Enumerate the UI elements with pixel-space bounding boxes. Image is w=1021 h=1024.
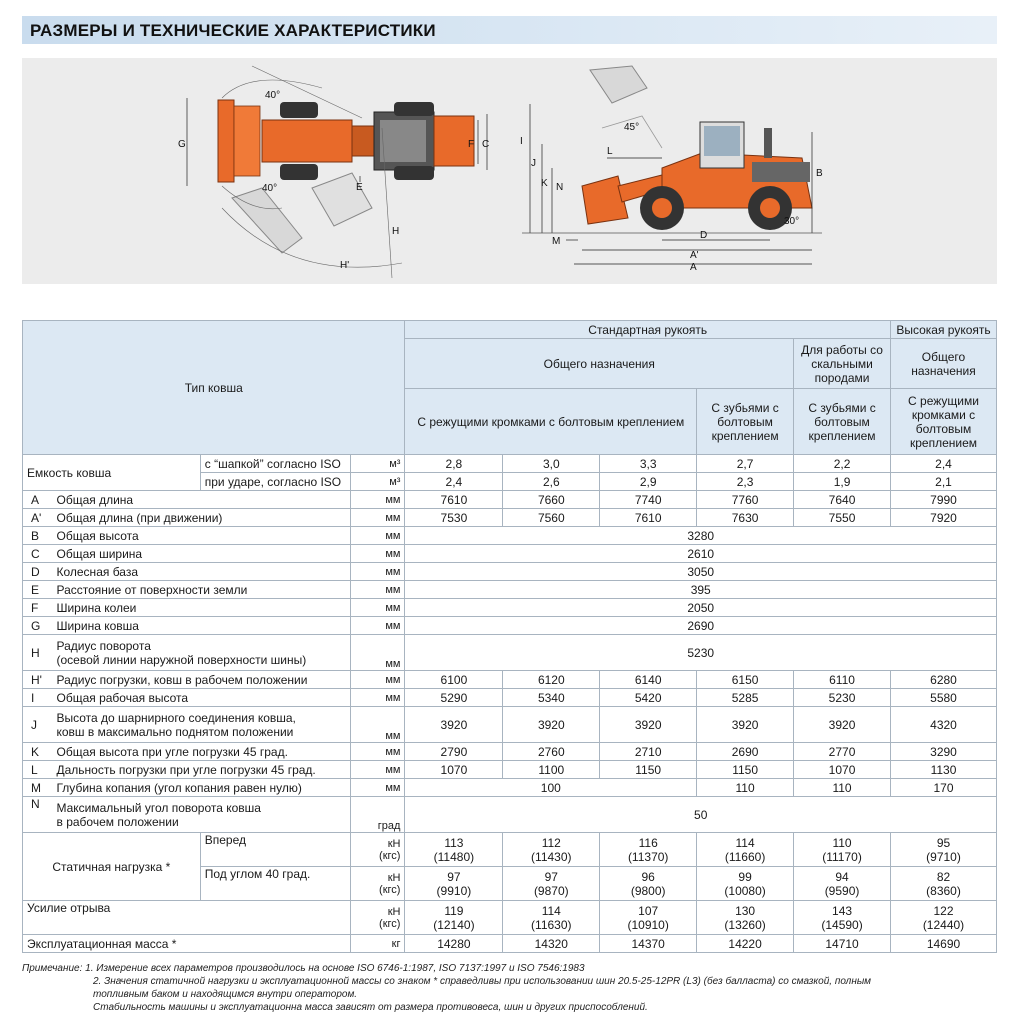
table-cell: 2760 — [503, 743, 600, 761]
unit-line: (кгс) — [379, 849, 401, 862]
row-unit: мм — [350, 545, 405, 563]
table-cell: 2,1 — [891, 473, 997, 491]
cell-line: (12140) — [433, 917, 475, 932]
table-cell — [405, 833, 503, 867]
cell-line: (13260) — [724, 917, 766, 932]
table-row — [23, 761, 997, 779]
dim-label-h-prime: H' — [340, 260, 350, 271]
cell-line: (9710) — [926, 849, 961, 864]
table-cell — [794, 833, 891, 867]
table-cell: 50 — [405, 797, 997, 833]
table-cell — [697, 867, 794, 901]
row-label-line: Высота до шарнирного соединения ковша, — [56, 710, 296, 725]
angle-label-top: 40° — [265, 90, 281, 101]
row-letter: M — [23, 779, 53, 797]
row-label: Общая длина — [52, 491, 350, 509]
table-row — [23, 455, 997, 473]
table-cell — [503, 901, 600, 935]
rock-header: Для работы со скальными породами — [794, 339, 891, 389]
table-cell: 1150 — [600, 761, 697, 779]
dimension-drawings — [22, 58, 997, 284]
table-cell: 1070 — [794, 761, 891, 779]
table-cell: 1150 — [697, 761, 794, 779]
loader-diagrams — [22, 58, 997, 284]
table-row — [23, 599, 997, 617]
row-letter: N — [23, 797, 53, 833]
header-row-1 — [23, 321, 997, 339]
row-unit: мм — [350, 581, 405, 599]
dim-label-g: G — [178, 139, 186, 150]
top-view-drawing — [178, 66, 489, 278]
unit-line: (кгс) — [379, 917, 401, 930]
table-cell: 3,0 — [503, 455, 600, 473]
table-cell: 3,3 — [600, 455, 697, 473]
row-letter: H — [23, 635, 53, 671]
table-cell: 2790 — [405, 743, 503, 761]
cell-line: 107 — [638, 903, 659, 918]
row-label-line: (осевой линии наружной поверхности шины) — [56, 652, 307, 667]
table-cell: 170 — [891, 779, 997, 797]
cell-line: 119 — [444, 903, 464, 918]
spec-table — [22, 320, 997, 953]
row-label — [52, 635, 350, 671]
table-cell: 14690 — [891, 935, 997, 953]
bolted-edge-header: С режущими кромками с болтовым креплением — [405, 389, 697, 455]
cell-line: (11480) — [433, 849, 475, 864]
row-unit: мм — [350, 617, 405, 635]
cell-line: (10080) — [724, 883, 766, 898]
footnote-line: 2. Значения статичной нагрузки и эксплуатационной массы со знаком * справедливы при использовании шин 20.5-25-12PR (L3) (без балласта) со смазкой, полным — [93, 976, 872, 987]
table-cell: 2050 — [405, 599, 997, 617]
cell-line: (9800) — [630, 883, 666, 898]
cell-line: (9590) — [824, 883, 860, 898]
table-row — [23, 491, 997, 509]
dim-label-j: J — [531, 158, 536, 169]
row-letter: E — [23, 581, 53, 599]
cell-line: 122 — [933, 903, 954, 918]
cell-line: 110 — [832, 835, 852, 850]
row-label: Радиус погрузки, ковш в рабочем положении — [52, 671, 350, 689]
row-unit: мм — [350, 527, 405, 545]
table-row — [23, 635, 997, 671]
footnotes — [22, 962, 997, 1014]
table-cell — [891, 901, 997, 935]
table-cell: 7760 — [697, 491, 794, 509]
row-label: Глубина копания (угол копания равен нулю) — [52, 779, 350, 797]
table-row — [23, 935, 997, 953]
row-letter: K — [23, 743, 53, 761]
dim-label-k: K — [541, 178, 548, 189]
table-cell: 14710 — [794, 935, 891, 953]
table-cell: 5580 — [891, 689, 997, 707]
high-bolted-edge-header: С режущими кромками с болтовым креплением — [891, 389, 997, 455]
row-letter: C — [23, 545, 53, 563]
table-cell: 395 — [405, 581, 997, 599]
row-letter: L — [23, 761, 53, 779]
footnote-line: Стабильность машины и эксплуатационна масса зависят от размера противовеса, шин и других приспособлений. — [93, 1002, 648, 1013]
table-cell: 2,7 — [697, 455, 794, 473]
table-cell: 1,9 — [794, 473, 891, 491]
table-cell: 2,2 — [794, 455, 891, 473]
row-label: Емкость ковша — [23, 455, 201, 491]
table-cell: 7630 — [697, 509, 794, 527]
table-cell — [794, 867, 891, 901]
table-row — [23, 797, 997, 833]
cell-line: 130 — [735, 903, 756, 918]
table-cell: 6110 — [794, 671, 891, 689]
table-cell — [600, 833, 697, 867]
dim-label-n: N — [556, 182, 564, 193]
table-row — [23, 581, 997, 599]
dim-label-f: F — [468, 139, 475, 150]
row-unit: мм — [350, 761, 405, 779]
table-cell: 14370 — [600, 935, 697, 953]
table-cell: 7660 — [503, 491, 600, 509]
row-letter: J — [23, 707, 53, 743]
row-unit — [350, 901, 405, 935]
table-row — [23, 509, 997, 527]
bucket-type-header: Тип ковша — [23, 321, 405, 455]
angle-label-30: 30° — [784, 216, 800, 227]
row-unit: кг — [350, 935, 405, 953]
high-general-header: Общего назначения — [891, 339, 997, 389]
cell-line: 99 — [738, 869, 752, 884]
dim-label-i: I — [520, 136, 523, 147]
row-unit: мм — [350, 599, 405, 617]
unit-line: кН — [387, 871, 401, 884]
table-cell: 5290 — [405, 689, 503, 707]
cell-line: (9910) — [436, 883, 472, 898]
table-cell: 7530 — [405, 509, 503, 527]
cell-line: (14590) — [821, 917, 863, 932]
row-letter: A' — [23, 509, 53, 527]
page-title: РАЗМЕРЫ И ТЕХНИЧЕСКИЕ ХАРАКТЕРИСТИКИ — [30, 21, 436, 40]
row-label: Под углом 40 град. — [200, 867, 350, 901]
row-unit: мм — [350, 563, 405, 581]
cell-line: 82 — [936, 869, 951, 884]
table-cell: 6150 — [697, 671, 794, 689]
cell-line: (11170) — [822, 849, 862, 864]
row-unit: мм — [350, 707, 405, 743]
row-label-line: ковш в максимально поднятом положении — [56, 724, 294, 739]
table-cell: 7920 — [891, 509, 997, 527]
table-cell: 1070 — [405, 761, 503, 779]
angle-label-45: 45° — [624, 122, 640, 133]
table-cell: 3920 — [405, 707, 503, 743]
row-unit: град — [350, 797, 405, 833]
row-label: Колесная база — [52, 563, 350, 581]
cell-line: 97 — [544, 869, 558, 884]
dim-label-c: C — [482, 139, 490, 150]
cell-line: (8360) — [926, 883, 961, 898]
table-cell — [697, 901, 794, 935]
table-cell: 2,4 — [405, 473, 503, 491]
cell-line: 116 — [638, 835, 658, 850]
row-letter: F — [23, 599, 53, 617]
table-cell: 100 — [405, 779, 697, 797]
bolted-teeth-header-2: С зубьями с болтовым креплением — [794, 389, 891, 455]
dim-label-h: H — [392, 226, 400, 237]
cell-line: 96 — [641, 869, 655, 884]
row-letter: D — [23, 563, 53, 581]
row-letter: G — [23, 617, 53, 635]
cell-line: (10910) — [627, 917, 669, 932]
row-label — [52, 707, 350, 743]
unit-line: кН — [387, 905, 401, 918]
table-cell: 6280 — [891, 671, 997, 689]
table-row — [23, 779, 997, 797]
row-label: Ширина колеи — [52, 599, 350, 617]
table-row — [23, 833, 997, 867]
row-label-line: Радиус поворота — [56, 638, 151, 653]
row-unit: мм — [350, 689, 405, 707]
table-cell: 1130 — [891, 761, 997, 779]
cell-line: (9870) — [533, 883, 569, 898]
angle-label-bottom: 40° — [262, 183, 278, 194]
table-cell: 3280 — [405, 527, 997, 545]
dim-label-e: E — [356, 182, 363, 193]
table-cell: 7610 — [405, 491, 503, 509]
side-view-drawing — [520, 66, 823, 273]
row-letter: I — [23, 689, 53, 707]
table-cell: 4320 — [891, 707, 997, 743]
row-letter: B — [23, 527, 53, 545]
table-cell: 6100 — [405, 671, 503, 689]
unit-line: (кгс) — [379, 883, 401, 896]
table-cell: 1100 — [503, 761, 600, 779]
row-label-line: Максимальный угол поворота ковша — [56, 800, 261, 815]
row-label: Эксплуатационная масса * — [23, 935, 351, 953]
dim-label-d: D — [700, 230, 708, 241]
table-cell: 7610 — [600, 509, 697, 527]
row-unit: мм — [350, 671, 405, 689]
row-letter: H' — [23, 671, 53, 689]
table-cell — [405, 901, 503, 935]
table-cell: 2,3 — [697, 473, 794, 491]
row-label: Расстояние от поверхности земли — [52, 581, 350, 599]
cell-line: 114 — [735, 835, 755, 850]
cell-line: (11370) — [627, 849, 669, 864]
table-cell — [891, 833, 997, 867]
table-cell: 7560 — [503, 509, 600, 527]
row-label: Ширина ковша — [52, 617, 350, 635]
row-label: Общая рабочая высота — [52, 689, 350, 707]
table-cell — [600, 867, 697, 901]
table-cell: 2610 — [405, 545, 997, 563]
table-cell: 2710 — [600, 743, 697, 761]
row-unit: мм — [350, 743, 405, 761]
row-letter: A — [23, 491, 53, 509]
table-cell: 14280 — [405, 935, 503, 953]
footnote-line: Примечание: 1. Измерение всех параметров производилось на основе ISO 6746-1:1987, ISO 7137:1997 и ISO 7546:1983 — [22, 963, 585, 974]
cell-line: 97 — [447, 869, 461, 884]
table-cell — [697, 833, 794, 867]
table-row — [23, 901, 997, 935]
table-cell: 3920 — [600, 707, 697, 743]
table-row — [23, 707, 997, 743]
row-unit: мм — [350, 779, 405, 797]
cell-line: (12440) — [922, 917, 965, 932]
table-cell — [891, 867, 997, 901]
row-label: при ударе, согласно ISO — [200, 473, 350, 491]
row-unit: м³ — [350, 455, 405, 473]
table-row — [23, 563, 997, 581]
dim-label-a: A — [690, 262, 697, 273]
table-cell: 3050 — [405, 563, 997, 581]
table-row — [23, 689, 997, 707]
table-cell: 5230 — [794, 689, 891, 707]
table-row — [23, 671, 997, 689]
row-label: Общая ширина — [52, 545, 350, 563]
table-cell: 14320 — [503, 935, 600, 953]
table-cell: 5230 — [405, 635, 997, 671]
table-cell: 110 — [794, 779, 891, 797]
table-cell: 2690 — [405, 617, 997, 635]
table-row — [23, 527, 997, 545]
bolted-teeth-header-1: С зубьями с болтовым креплением — [697, 389, 794, 455]
table-cell: 7740 — [600, 491, 697, 509]
row-label — [52, 797, 350, 833]
cell-line: (11660) — [724, 849, 766, 864]
table-cell: 3920 — [503, 707, 600, 743]
table-cell: 7990 — [891, 491, 997, 509]
row-unit: мм — [350, 491, 405, 509]
table-cell — [503, 867, 600, 901]
table-cell: 3920 — [794, 707, 891, 743]
table-cell: 3290 — [891, 743, 997, 761]
cell-line: (11430) — [531, 849, 572, 864]
table-cell: 2770 — [794, 743, 891, 761]
row-label: Усилие отрыва — [23, 901, 351, 935]
row-label: Общая высота при угле погрузки 45 град. — [52, 743, 350, 761]
dim-label-m: M — [552, 236, 561, 247]
table-row — [23, 545, 997, 563]
row-label: Вперед — [200, 833, 350, 867]
row-unit: м³ — [350, 473, 405, 491]
cell-line: (11630) — [531, 917, 572, 932]
row-label: Общая длина (при движении) — [52, 509, 350, 527]
table-cell: 2,4 — [891, 455, 997, 473]
title-bar — [22, 16, 997, 44]
row-label: Статичная нагрузка * — [23, 833, 201, 901]
dim-label-l: L — [607, 146, 613, 157]
table-cell: 2690 — [697, 743, 794, 761]
dim-label-a-prime: A' — [690, 250, 699, 261]
table-cell — [794, 901, 891, 935]
table-cell: 5340 — [503, 689, 600, 707]
table-cell — [405, 867, 503, 901]
cell-line: 112 — [541, 835, 561, 850]
cell-line: 113 — [444, 835, 464, 850]
row-unit — [350, 867, 405, 901]
standard-arm-header: Стандартная рукоять — [405, 321, 891, 339]
table-cell: 5285 — [697, 689, 794, 707]
table-cell: 2,8 — [405, 455, 503, 473]
table-cell: 3920 — [697, 707, 794, 743]
general-purpose-header: Общего назначения — [405, 339, 794, 389]
unit-line: кН — [387, 837, 401, 850]
row-unit: мм — [350, 509, 405, 527]
footnote-line: топливным баком и находящимся внутри оператором. — [93, 989, 358, 1000]
table-cell: 6120 — [503, 671, 600, 689]
table-cell: 5420 — [600, 689, 697, 707]
row-unit — [350, 833, 405, 867]
table-cell: 110 — [697, 779, 794, 797]
table-row — [23, 617, 997, 635]
cell-line: 94 — [835, 869, 849, 884]
table-cell: 6140 — [600, 671, 697, 689]
cell-line: 95 — [936, 835, 951, 850]
high-arm-header: Высокая рукоять — [891, 321, 997, 339]
table-row — [23, 743, 997, 761]
table-cell — [503, 833, 600, 867]
table-cell: 7550 — [794, 509, 891, 527]
row-label: Дальность погрузки при угле погрузки 45 град. — [52, 761, 350, 779]
table-cell: 2,6 — [503, 473, 600, 491]
dim-label-b: B — [816, 168, 823, 179]
table-cell — [600, 901, 697, 935]
row-label: с “шапкой” согласно ISO — [200, 455, 350, 473]
cell-line: 114 — [541, 903, 561, 918]
row-unit: мм — [350, 635, 405, 671]
row-label-line: в рабочем положении — [56, 814, 179, 829]
table-cell: 2,9 — [600, 473, 697, 491]
cell-line: 143 — [832, 903, 853, 918]
table-cell: 7640 — [794, 491, 891, 509]
row-label: Общая высота — [52, 527, 350, 545]
table-cell: 14220 — [697, 935, 794, 953]
